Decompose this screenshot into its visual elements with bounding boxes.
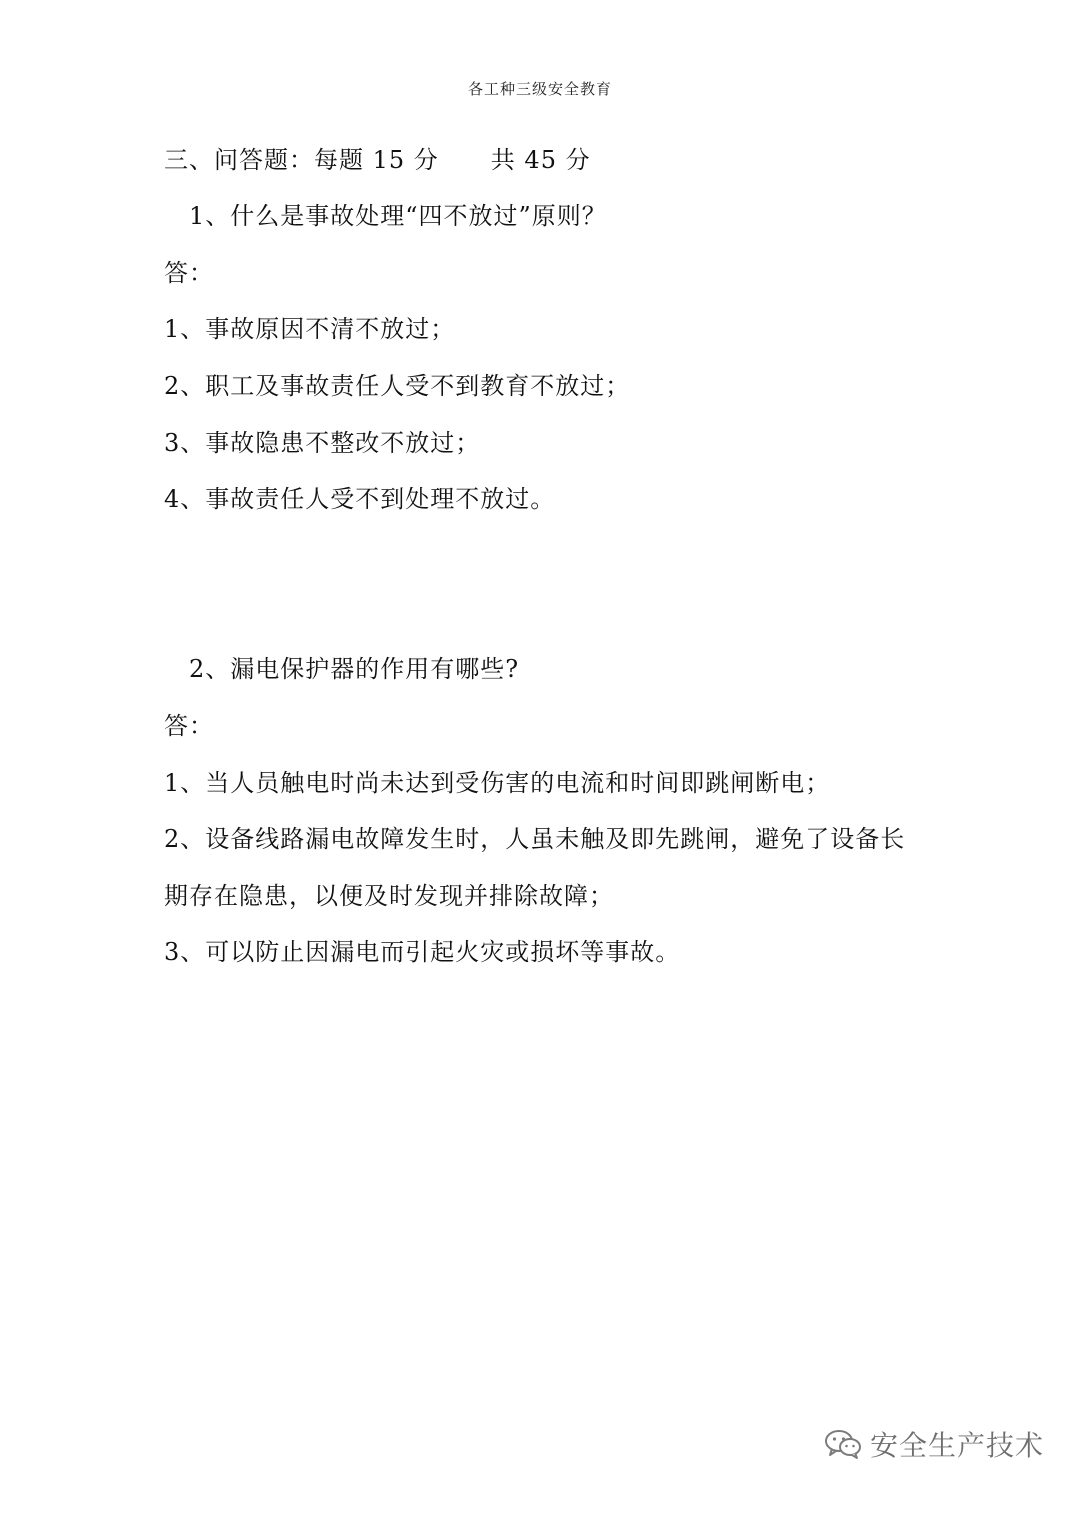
question-2-answer-item: 2、设备线路漏电故障发生时，人虽未触及即先跳闸，避免了设备长	[164, 825, 906, 853]
question-2-answer-label: 答：	[164, 712, 214, 740]
question-1-answer-item: 4、事故责任人受不到处理不放过。	[164, 485, 556, 513]
question-1-prompt: 1、什么是事故处理“四不放过”原则？	[189, 202, 607, 230]
watermark-text: 安全生产技术	[869, 1429, 1044, 1462]
section-title: 三、问答题：每题 15 分	[164, 146, 439, 174]
question-2-answer-item: 3、可以防止因漏电而引起火灾或损坏等事故。	[164, 938, 681, 966]
wechat-icon	[824, 1428, 862, 1460]
page-header: 各工种三级安全教育	[467, 80, 612, 98]
section-total: 共 45 分	[490, 146, 591, 174]
question-1-answer-item: 3、事故隐患不整改不放过；	[164, 429, 481, 457]
question-2-prompt: 2、漏电保护器的作用有哪些?	[189, 655, 520, 683]
question-2-answer-item: 1、当人员触电时尚未达到受伤害的电流和时间即跳闸断电；	[164, 769, 831, 797]
question-1-answer-item: 1、事故原因不清不放过；	[164, 315, 456, 343]
section-heading	[164, 144, 591, 176]
question-1-answer-item: 2、职工及事故责任人受不到教育不放过；	[164, 372, 631, 400]
question-2-answer-item: 期存在隐患，以便及时发现并排除故障；	[164, 882, 614, 910]
watermark	[824, 1424, 1044, 1464]
question-1-answer-label: 答：	[164, 259, 214, 287]
